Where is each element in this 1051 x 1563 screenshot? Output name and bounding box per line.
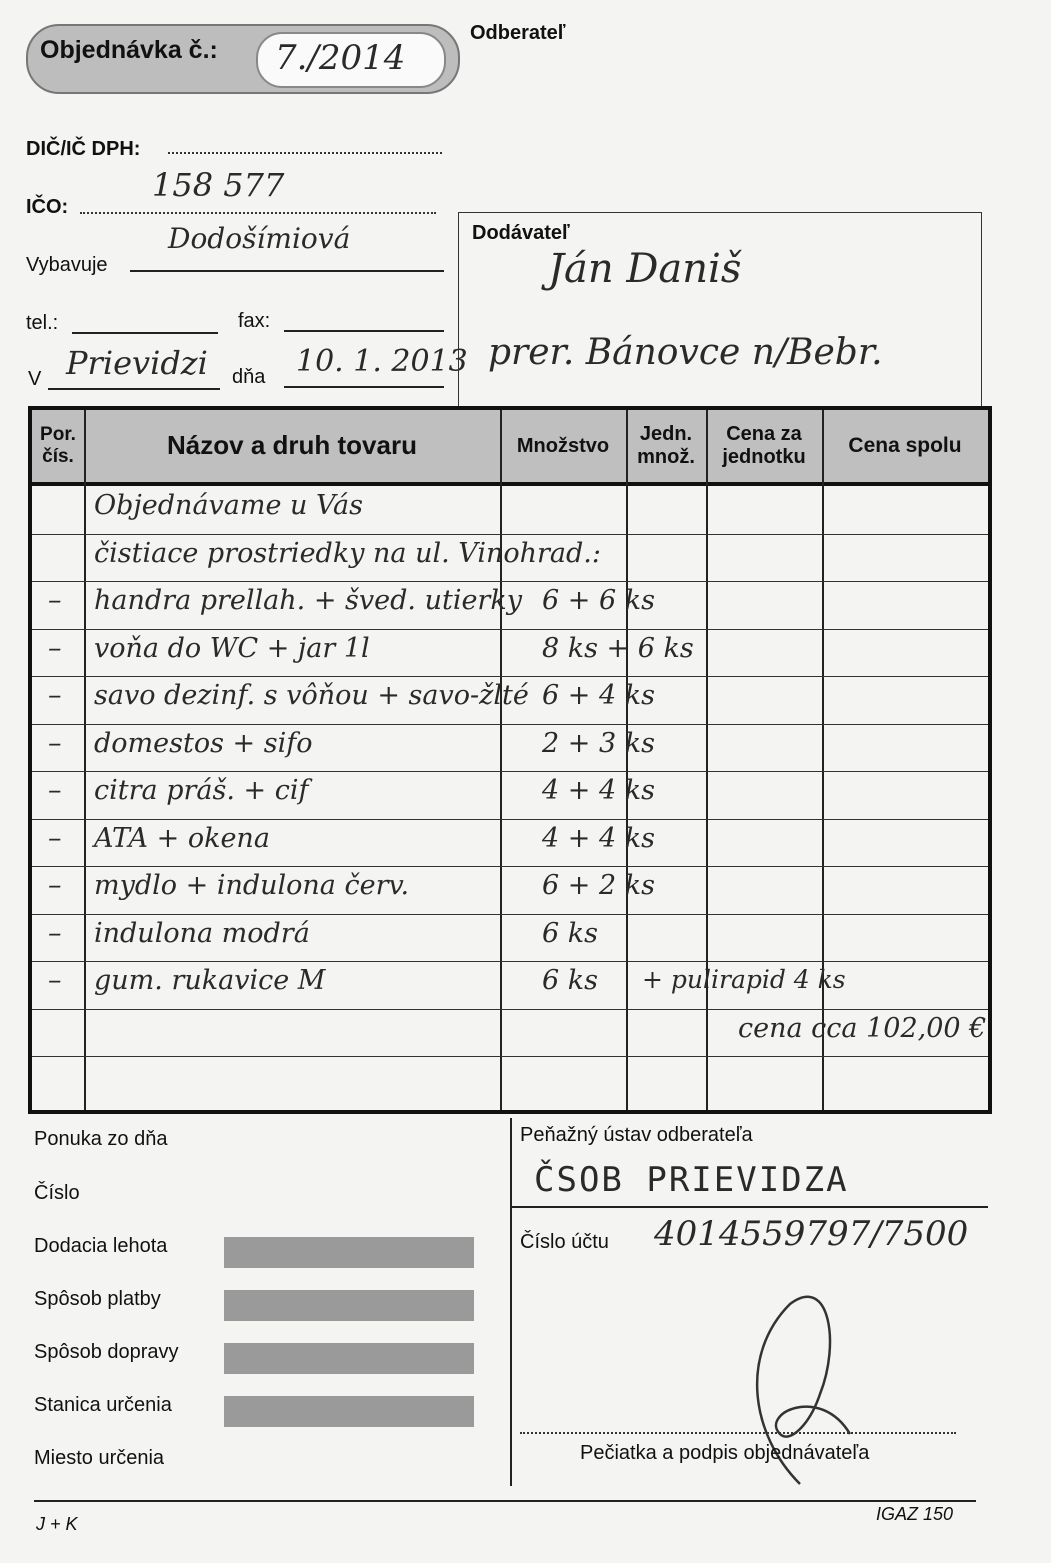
row-line [32,1056,988,1057]
signature-line [520,1432,956,1434]
row-mark: – [48,775,62,806]
row-quantity: 6 + 2 ks [542,870,655,901]
items-table [28,406,992,1114]
supplier-address: prer. Bánovce n/Bebr. [488,332,883,373]
destination-label: Miesto určenia [34,1447,165,1469]
bottom-rule [34,1500,976,1502]
row-item-text: citra práš. + cif [94,775,309,806]
row-line [32,534,988,535]
row-item-text: čistiace prostriedky na ul. Vinohrad.: [94,537,601,569]
tel-line [72,330,218,334]
row-quantity: 6 + 6 ks [542,585,655,616]
station-label: Stanica určenia [34,1394,172,1416]
handled-by-label: Vybavuje [26,254,108,276]
delivery-label: Dodacia lehota [34,1235,168,1257]
th-unit: Jedn. množ. [637,423,695,468]
row-quantity: 6 + 4 ks [542,680,655,711]
place-line [48,386,220,390]
row-item-text: indulona modrá [94,917,310,949]
row-line [32,629,988,630]
transport-shade [224,1343,474,1374]
bank-label: Peňažný ústav odberateľa [520,1124,753,1146]
handled-by-value: Dodošímiová [168,222,351,255]
delivery-shade [224,1237,474,1268]
bank-value: ČSOB PRIEVIDZA [534,1160,849,1200]
row-mark: – [48,822,62,854]
row-item-text: domestos + sifo [94,727,313,759]
ico-line [80,210,436,214]
row-item-text: gum. rukavice M [94,965,326,996]
supplier-name: Ján Daniš [548,246,742,292]
dic-line [168,150,442,154]
row-line [32,1009,988,1010]
place-prefix: V [28,368,42,390]
row-extra: + pulirapid 4 ks [642,965,846,994]
row-mark: – [48,870,62,901]
col-divider [706,410,708,1110]
col-divider [822,410,824,1110]
bank-line [512,1204,988,1208]
th-qty: Množstvo [516,434,610,457]
row-quantity: 4 + 4 ks [542,822,655,854]
order-number-value: 7./2014 [275,38,406,78]
date-line [284,384,444,388]
payment-shade [224,1290,474,1321]
transport-label: Spôsob dopravy [34,1341,179,1363]
row-mark: – [48,585,62,616]
order-title-label: Objednávka č.: [40,36,218,64]
col-divider [626,410,628,1110]
account-label: Číslo účtu [520,1231,609,1253]
row-line [32,676,988,677]
supplier-label: Dodávateľ [472,222,570,244]
row-line [32,581,988,582]
row-item-text: Objednávame u Vás [94,490,363,521]
th-total: Cena spolu [848,433,962,457]
th-no: Por. čís. [40,424,76,467]
number-label: Číslo [34,1182,80,1204]
th-name: Názov a druh tovaru [167,430,417,461]
fax-label: fax: [238,310,271,332]
fax-line [284,328,444,332]
row-quantity: 6 ks [542,917,598,949]
row-mark: – [48,680,62,711]
footer-divider [510,1118,512,1486]
row-line [32,819,988,820]
row-item-text: handra prellah. + šved. utierky [94,585,522,616]
row-item-text: savo dezinf. s vôňou + savo-žlté [94,680,529,711]
handled-by-line [130,268,444,272]
printer-right: IGAZ 150 [876,1504,954,1524]
date-label: dňa [232,366,266,388]
dic-label: DIČ/IČ DPH: [26,138,141,160]
row-quantity: 2 + 3 ks [542,727,655,759]
row-quantity: 4 + 4 ks [542,775,655,806]
offer-label: Ponuka zo dňa [34,1128,168,1150]
row-mark: – [48,917,62,949]
signature-scribble [730,1284,890,1514]
col-divider [500,410,502,1110]
tel-label: tel.: [26,312,59,334]
th-unit-price: Cena za jednotku [722,423,806,468]
row-item-text: mydlo + indulona červ. [94,870,410,901]
total-note: cena cca 102,00 € [738,1012,987,1044]
row-line [32,961,988,962]
station-shade [224,1396,474,1427]
ico-label: IČO: [26,196,69,218]
account-value: 4014559797/7500 [654,1214,969,1254]
customer-label: Odberateľ [470,22,566,44]
row-quantity: 6 ks [542,965,598,996]
ico-value: 158 577 [152,166,285,204]
printer-left: J + K [36,1514,78,1534]
row-item-text: ATA + okena [94,822,270,854]
row-mark: – [48,727,62,759]
row-item-text: voňa do WC + jar 1l [94,632,370,664]
place-value: Prievidzi [66,344,208,382]
row-line [32,914,988,915]
stamp-label: Pečiatka a podpis objednávateľa [580,1442,870,1464]
row-mark: – [48,965,62,996]
date-value: 10. 1. 2013 [296,344,468,379]
row-line [32,866,988,867]
row-line [32,771,988,772]
row-quantity: 8 ks + 6 ks [542,632,694,664]
col-divider [84,410,86,1110]
row-mark: – [48,632,62,664]
row-line [32,724,988,725]
payment-label: Spôsob platby [34,1288,161,1310]
